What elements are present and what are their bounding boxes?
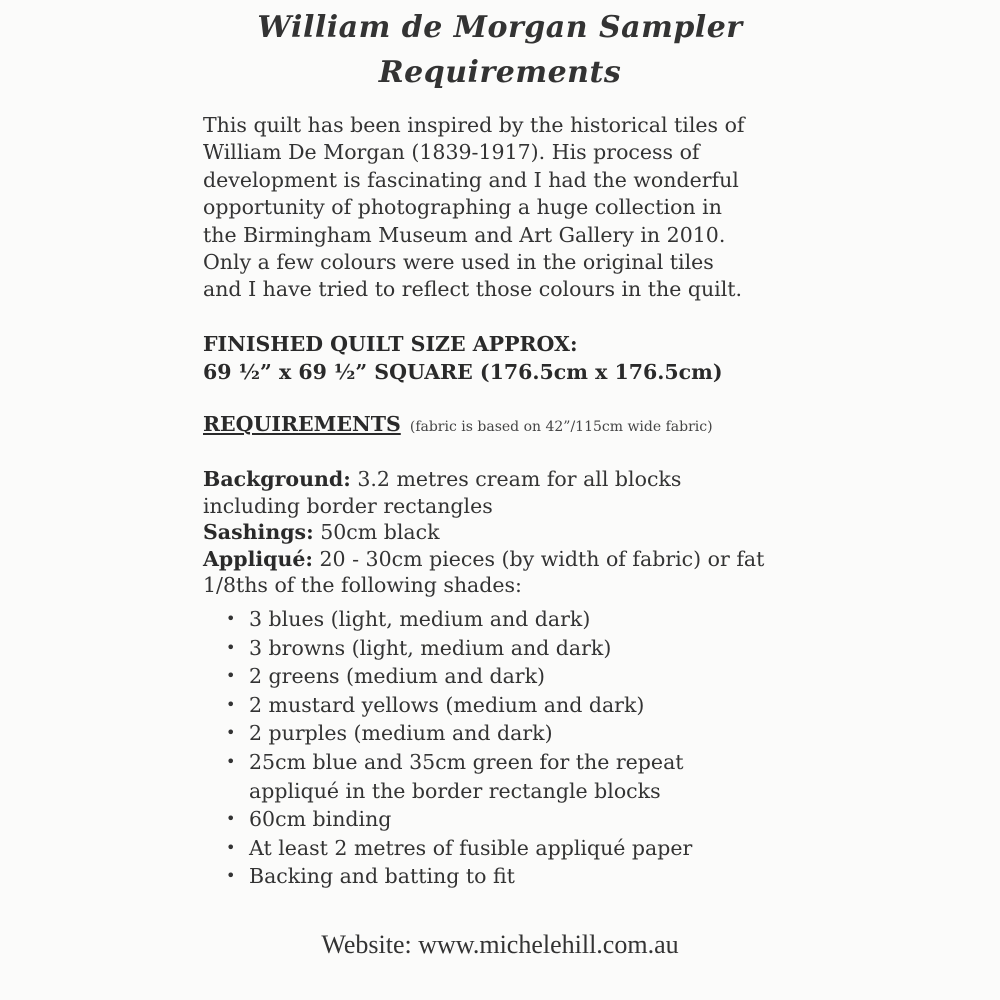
intro-line: the Birmingham Museum and Art Gallery in 2010. — [203, 222, 726, 247]
bullet-icon: • — [226, 837, 236, 857]
intro-paragraph — [203, 112, 823, 304]
list-item: • 2 greens (medium and dark) — [222, 662, 822, 691]
intro-line: and I have tried to reflect those colours in the quilt. — [203, 277, 743, 302]
intro-line: development is fascinating and I had the wonderful — [203, 167, 739, 192]
list-item: • 2 mustard yellows (medium and dark) — [222, 691, 822, 720]
list-item: • At least 2 metres of fusible appliqué paper — [222, 834, 822, 863]
bullet-icon: • — [226, 809, 236, 829]
finished-size-heading: FINISHED QUILT SIZE APPROX: — [203, 332, 578, 356]
applique-label: Appliqué: — [203, 546, 313, 571]
list-item: • 25cm blue and 35cm green for the repeat — [222, 748, 822, 777]
bullet-icon: • — [226, 723, 236, 743]
sashings-line — [203, 519, 823, 546]
bullet-icon: • — [226, 751, 236, 771]
background-line-2: including border rectangles — [203, 493, 493, 518]
materials-block — [203, 466, 823, 599]
applique-line-2: 1/8ths of the following shades: — [203, 573, 522, 597]
intro-line: William De Morgan (1839-1917). His process of — [203, 140, 700, 165]
finished-size-value: 69 ½” x 69 ½” SQUARE (176.5cm x 176.5cm) — [203, 360, 723, 384]
shades-list — [222, 605, 822, 891]
list-item: • 3 browns (light, medium and dark) — [222, 634, 822, 663]
requirements-heading-row — [203, 412, 713, 436]
finished-size-block — [203, 330, 723, 386]
intro-line: opportunity of photographing a huge collection in — [203, 195, 722, 220]
bullet-icon: • — [226, 866, 236, 886]
requirements-note: (fabric is based on 42”/115cm wide fabric) — [409, 419, 713, 435]
website-footer: Website: www.michelehill.com.au — [321, 930, 679, 959]
background-line — [203, 466, 823, 493]
list-item: • 3 blues (light, medium and dark) — [222, 605, 822, 634]
sashings-label: Sashings: — [203, 520, 314, 544]
bullet-icon: • — [226, 694, 236, 714]
list-item-continuation: appliqué in the border rectangle blocks — [249, 778, 661, 803]
bullet-icon: • — [226, 637, 236, 657]
bullet-icon: • — [226, 609, 236, 628]
applique-line — [203, 546, 823, 573]
list-item: • Backing and batting to fit — [222, 862, 822, 891]
intro-line: Only a few colours were used in the original tiles — [203, 250, 714, 275]
bullet-icon: • — [226, 666, 236, 686]
list-item: • 2 purples (medium and dark) — [222, 719, 822, 748]
background-label: Background: — [203, 467, 351, 491]
intro-line: This quilt has been inspired by the historical tiles of — [203, 113, 745, 137]
sashings-text: 50cm black — [313, 520, 440, 544]
document-subtitle: Requirements — [378, 55, 622, 90]
requirements-heading: REQUIREMENTS — [203, 412, 401, 436]
list-item: • 60cm binding — [222, 805, 822, 834]
applique-text: 20 - 30cm pieces (by width of fabric) or fat — [313, 546, 765, 571]
background-text: 3.2 metres cream for all blocks — [350, 467, 682, 491]
document-title: William de Morgan Sampler — [257, 10, 743, 45]
